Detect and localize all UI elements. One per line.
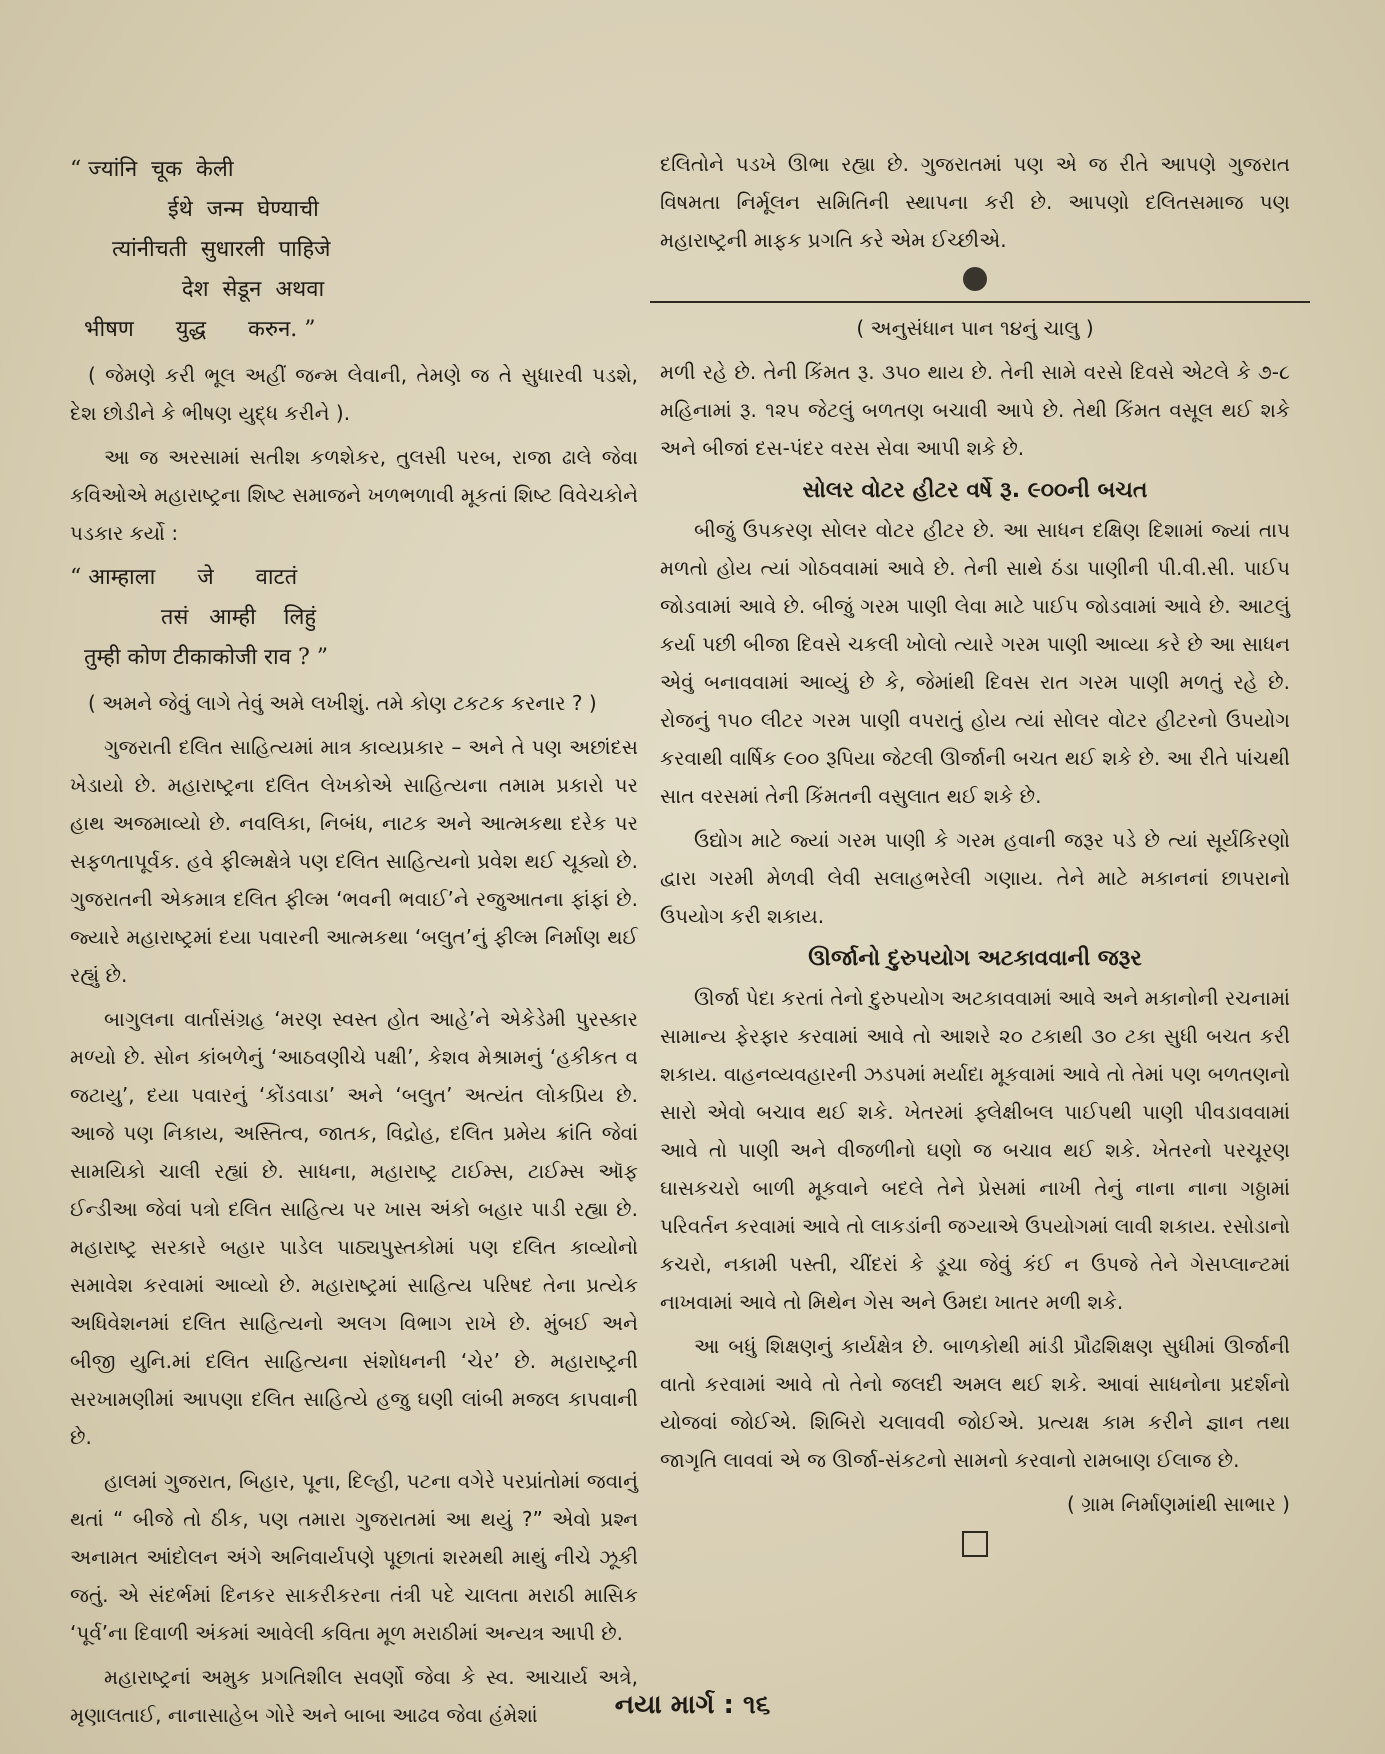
verse-line: तुम्ही कोण टीकाकोजी राव ? ” — [70, 645, 328, 670]
paragraph: આ બધું શિક્ષણનું કાર્યક્ષેત્ર છે. બાળકોથી માંડી પ્રૌઢશિક્ષણ સુધીમાં ઊર્જાની વાતો કરવામાં આવે તો તેનો જલદી અમલ થઈ શકે. આવાં સાધનોના પ્રદર્શનો યોજવાં જોઈએ. શિબિરો ચલાવવી જોઈએ. પ્રત્યક્ષ કામ કરીને જ્ઞાન તથા જાગૃતિ લાવવાં એ જ ઊર્જા-સંકટનો સામનો કરવાનો રામબાણ ઈલાજ છે. — [660, 1334, 1290, 1472]
marathi-verse-2 — [70, 558, 638, 678]
verse-translation: ( જેમણે કરી ભૂલ અહીં જન્મ લેવાની, તેમણે જ તે સુધારવી પડશે, દેશ છોડીને કે ભીષણ યુદ્ધ કરીને ). — [70, 363, 638, 425]
marathi-verse-1 — [70, 150, 638, 350]
paragraph: બાગુલના વાર્તાસંગ્રહ ‘મરણ સ્વસ્ત હોત આહે’ને એકેડેમી પુરસ્કાર મળ્યો છે. સોન કાંબળેનું ‘આઠવણીચે પક્ષી’, કેશવ મેશ્રામનું ‘હકીકત વ જટાયુ’, દયા પવારનું ‘કોંડવાડા’ અને ‘બલુત’ અત્યંત લોકપ્રિય છે. આજે પણ નિકાય, અસ્તિત્વ, જાતક, વિદ્રોહ, દલિત પ્રમેય ક્રાંતિ જેવાં સામયિકો ચાલી રહ્યાં છે. સાધના, મહારાષ્ટ્ર ટાઈમ્સ, ટાઈમ્સ ઑફ ઈન્ડીઆ જેવાં પત્રો દલિત સાહિત્ય પર ખાસ અંકો બહાર પાડી રહ્યા છે. મહારાષ્ટ્ર સરકારે બહાર પાડેલ પાઠ્યપુસ્તકોમાં પણ દલિત કાવ્યોનો સમાવેશ કરવામાં આવ્યો છે. મહારાષ્ટ્રમાં સાહિત્ય પરિષદ તેના પ્રત્યેક અધિવેશનમાં દલિત સાહિત્યનો અલગ વિભાગ રાખે છે. મુંબઈ અને બીજી યુનિ.માં દલિત સાહિત્યના સંશોધનની ‘ચેર’ છે. મહારાષ્ટ્રની સરખામણીમાં આપણા દલિત સાહિત્યે હજુ ઘણી લાંબી મજલ કાપવાની છે. — [70, 1007, 638, 1449]
verse-line: तसं आम्ही लिहुं — [70, 605, 317, 630]
paragraph: દલિતોને પડખે ઊભા રહ્યા છે. ગુજરાતમાં પણ એ જ રીતે આપણે ગુજરાત વિષમતા નિર્મૂલન સમિતિની સ્થાપના કરી છે. આપણો દલિતસમાજ પણ મહારાષ્ટ્રની માફક પ્રગતિ કરે એમ ઈચ્છીએ. — [660, 152, 1290, 252]
paragraph: ઉદ્યોગ માટે જ્યાં ગરમ પાણી કે ગરમ હવાની જરૂર પડે છે ત્યાં સૂર્યકિરણો દ્વારા ગરમી મેળવી લેવી સલાહભરેલી ગણાય. તેને માટે મકાનનાં છાપરાનો ઉપયોગ કરી શકાય. — [660, 828, 1290, 928]
paragraph: ગુજરાતી દલિત સાહિત્યમાં માત્ર કાવ્યપ્રકાર – અને તે પણ અછાંદસ ખેડાયો છે. મહારાષ્ટ્રના દલિત લેખકોએ સાહિત્યના તમામ પ્રકારો પર હાથ અજમાવ્યો છે. નવલિકા, નિબંધ, નાટક અને આત્મકથા દરેક પર સફળતાપૂર્વક. હવે ફીલ્મક્ષેત્રે પણ દલિત સાહિત્યનો પ્રવેશ થઈ ચૂક્યો છે. ગુજરાતની એકમાત્ર દલિત ફીલ્મ ‘ભવની ભવાઈ’ને રજુઆતના ફાંફાં છે. જ્યારે મહારાષ્ટ્રમાં દયા પવારની આત્મકથા ‘બલુત’નું ફીલ્મ નિર્માણ થઈ રહ્યું છે. — [70, 735, 638, 987]
paragraph: મહારાષ્ટ્રનાં અમુક પ્રગતિશીલ સવર્ણો જેવા કે સ્વ. આચાર્ય અત્રે, મૃણાલતાઈ, નાનાસાહેબ ગોરે અને બાબા આઢવ જેવા હંમેશાં — [70, 1665, 638, 1727]
verse-line: ईथे जन्म घेण्याची — [70, 197, 319, 222]
paragraph: હાલમાં ગુજરાત, બિહાર, પૂના, દિલ્હી, પટના વગેરે પરપ્રાંતોમાં જવાનું થતાં “ બીજે તો ઠીક, પણ તમારા ગુજરાતમાં આ થયું ?” એવો પ્રશ્ન અનામત આંદોલન અંગે અનિવાર્યપણે પૂછાતાં શરમથી માથું નીચે ઝૂકી જતું. એ સંદર્ભમાં દિનકર સાકરીકરના તંત્રી પદે ચાલતા મરાઠી માસિક ‘પૂર્વ’ના દિવાળી અંકમાં આવેલી કવિતા મૂળ મરાઠીમાં અન્યત્ર આપી છે. — [70, 1469, 638, 1645]
section-heading: ઊર્જાનો દુરુપયોગ અટકાવવાની જરૂર — [808, 946, 1142, 971]
section-heading: સોલર વોટર હીટર વર્ષે રૂ. ૯૦૦ની બચત — [802, 478, 1148, 503]
paragraph: ઊર્જા પેદા કરતાં તેનો દુરુપયોગ અટકાવવામાં આવે અને મકાનોની રચનામાં સામાન્ય ફેરફાર કરવામાં આવે તો આશરે ૨૦ ટકાથી ૩૦ ટકા સુધી બચત કરી શકાય. વાહનવ્યવહારની ઝડપમાં મર્યાદા મૂકવામાં આવે તો તેમાં પણ બળતણનો સારો એવો બચાવ થઈ શકે. ખેતરમાં ફ્લેક્ષીબલ પાઈપથી પાણી પીવડાવવામાં આવે તો પાણી અને વીજળીનો ઘણો જ બચાવ થઈ શકે. ખેતરનો પરચૂરણ ઘાસકચરો બાળી મૂકવાને બદલે તેને પ્રેસમાં નાખી તેનું નાના નાના ગઠ્ઠામાં પરિવર્તન કરવામાં આવે તો લાકડાંની જગ્યાએ ઉપયોગમાં લાવી શકાય. રસોડાનો કચરો, નકામી પસ્તી, ચીંદરાં કે ડૂચા જેવું કંઈ ન ઉપજે તેને ગેસપ્લાન્ટમાં નાખવામાં આવે તો મિથેન ગેસ અને ઉમદા ખાતર મળી શકે. — [660, 986, 1290, 1314]
page-footer: નયા માર્ગ : ૧૬ — [614, 1690, 771, 1720]
verse-line: देश सेडून अथवा — [70, 277, 325, 302]
right-column — [660, 145, 1290, 1557]
paragraph: આ જ અરસામાં સતીશ કળશેકર, તુલસી પરબ, રાજા ઢાલે જેવા કવિઓએ મહારાષ્ટ્રના શિષ્ટ સમાજને ખળભળાવી મૂકતાં શિષ્ટ વિવેચકોને પડકાર કર્યો : — [70, 445, 638, 545]
verse-translation: ( અમને જેવું લાગે તેવું અમે લખીશું. તમે કોણ ટકટક કરનાર ? ) — [88, 691, 597, 715]
verse-line: भीषण युद्ध करुन. ” — [70, 317, 316, 342]
paragraph: બીજું ઉપકરણ સોલર વોટર હીટર છે. આ સાધન દક્ષિણ દિશામાં જ્યાં તાપ મળતો હોય ત્યાં ગોઠવવામાં આવે છે. તેની સાથે ઠંડા પાણીની પી.વી.સી. પાઈપ જોડવામાં આવે છે. બીજું ગરમ પાણી લેવા માટે પાઈપ જોડવામાં આવે છે. આટલું કર્યા પછી બીજા દિવસે ચકલી ખોલો ત્યારે ગરમ પાણી આવ્યા કરે છે આ સાધન એવું બનાવવામાં આવ્યું છે કે, જેમાંથી દિવસ રાત ગરમ પાણી મળતું રહે છે. રોજનું ૧૫૦ લીટર ગરમ પાણી વપરાતું હોય ત્યાં સોલર વોટર હીટરનો ઉપયોગ કરવાથી વાર્ષિક ૯૦૦ રૂપિયા જેટલી ઊર્જાની બચત થઈ શકે છે. આ રીતે પાંચથી સાત વરસમાં તેની કિંમતની વસુલાત થઈ શકે છે. — [660, 518, 1290, 808]
horizontal-divider — [650, 301, 1310, 303]
end-of-article-square-icon — [962, 1531, 988, 1557]
verse-line: त्यांनीचती सुधारली पाहिजे — [70, 237, 331, 262]
continued-from-label: ( અનુસંધાન પાન ૧૪નું ચાલુ ) — [856, 316, 1094, 340]
source-credit: ( ગ્રામ નિર્માણમાંથી સાભાર ) — [1067, 1492, 1290, 1516]
verse-line: “ आम्हाला जे वाटतं — [70, 565, 298, 590]
paragraph: મળી રહે છે. તેની કિંમત રૂ. ૩૫૦ થાય છે. તેની સામે વરસે દિવસે એટલે કે ૭-૮ મહિનામાં રૂ. ૧૨૫ જેટલું બળતણ બચાવી આપે છે. તેથી કિંમત વસૂલ થઈ શકે અને બીજાં દસ-પંદર વરસ સેવા આપી શકે છે. — [660, 360, 1290, 460]
section-separator-dot-icon — [963, 267, 987, 291]
left-column — [70, 150, 638, 1740]
verse-line: “ ज्यांनि चूक केली — [70, 157, 234, 182]
